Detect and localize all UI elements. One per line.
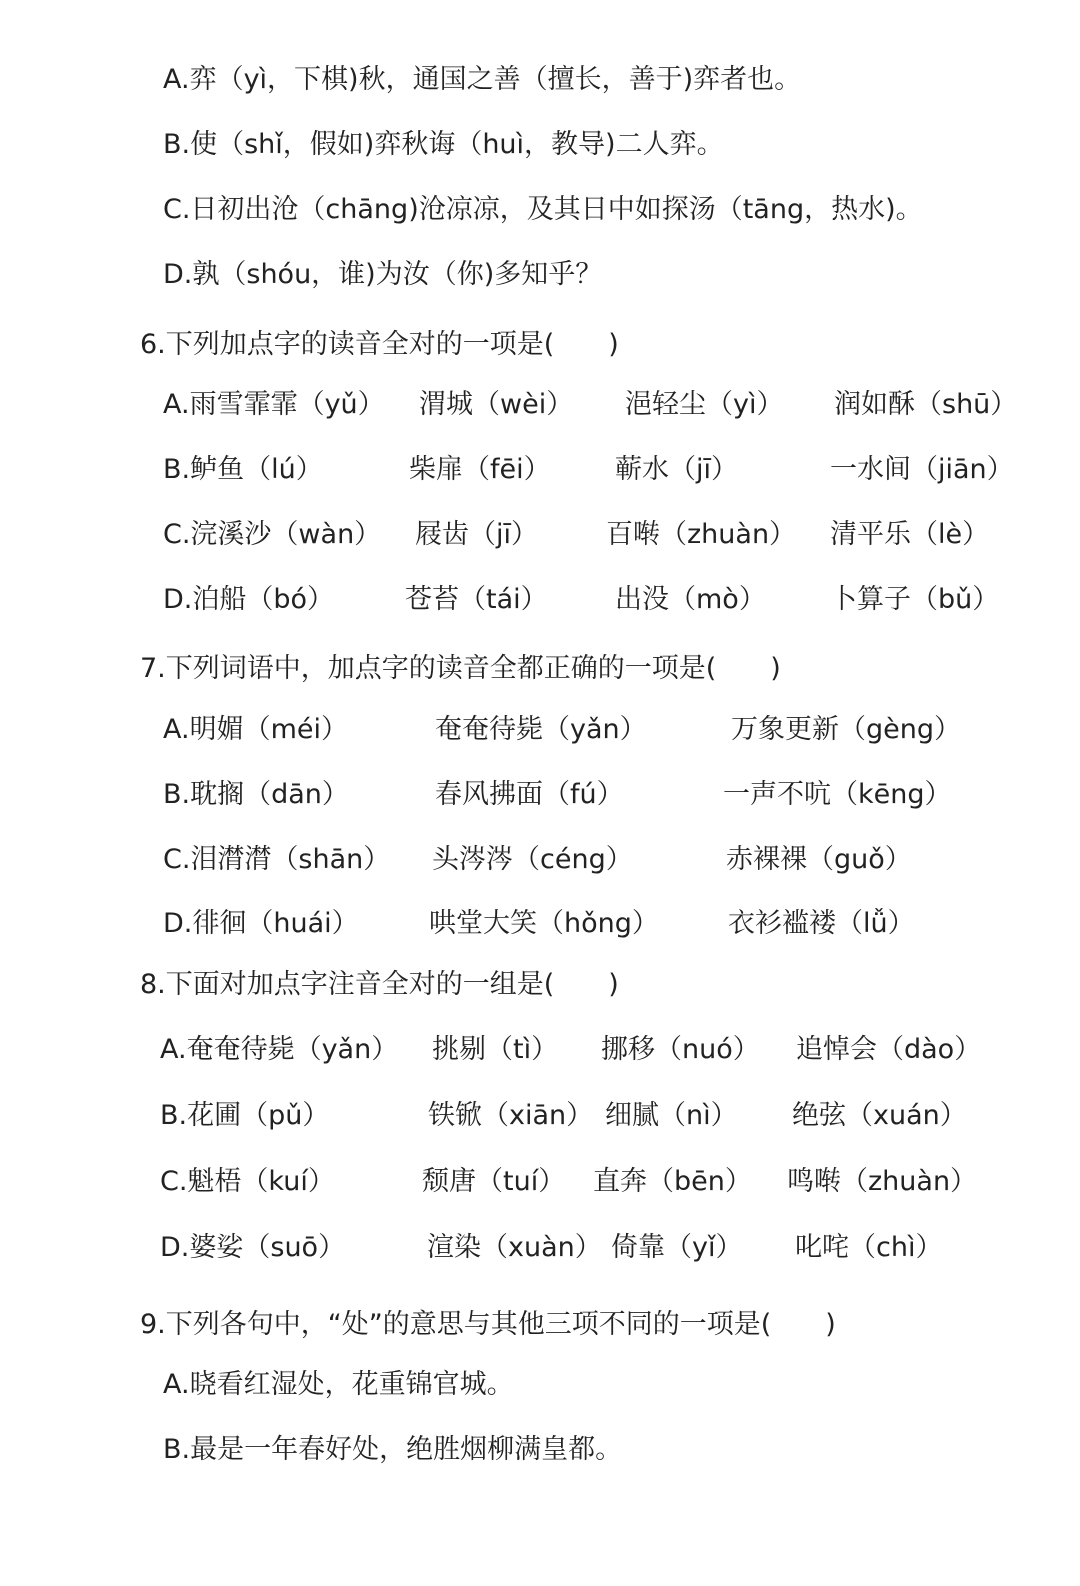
q7-a-1: A.明媚（méi） [163, 714, 348, 745]
q5-option-d: D.孰（shóu，谁)为汝（你)多知乎？ [163, 259, 603, 290]
q6-c-4: 清平乐（lè） [830, 519, 990, 550]
q8-d-2: 渲染（xuàn） [427, 1232, 602, 1263]
q6-d-4: 卜算子（bǔ） [830, 584, 1000, 615]
q7-d-2: 哄堂大笑（hǒng） [429, 908, 659, 939]
q7-d-3: 衣衫褴褛（lǚ） [728, 908, 915, 939]
q6-stem: 6.下列加点字的读音全对的一项是( ) [140, 329, 619, 360]
q6-a-4: 润如酥（shū） [834, 389, 1018, 420]
q7-d-1: D.徘徊（huái） [163, 908, 359, 939]
q6-b-2: 柴扉（fēi） [409, 454, 551, 485]
q8-c-3: 直奔（bēn） [593, 1166, 752, 1197]
q8-c-2: 颓唐（tuí） [422, 1166, 566, 1197]
q7-stem: 7.下列词语中，加点字的读音全都正确的一项是( ) [140, 653, 781, 684]
q8-b-4: 绝弦（xuán） [792, 1100, 967, 1131]
q6-c-1: C.浣溪沙（wàn） [163, 519, 382, 550]
q7-b-3: 一声不吭（kēng） [723, 779, 952, 810]
q7-c-2: 头涔涔（céng） [432, 844, 633, 875]
q6-a-1: A.雨雪霏霏（yǔ） [163, 389, 385, 420]
q8-b-2: 铁锨（xiān） [428, 1100, 594, 1131]
q7-c-3: 赤裸裸（guǒ） [726, 844, 912, 875]
q7-b-2: 春风拂面（fú） [435, 779, 624, 810]
q6-d-1: D.泊船（bó） [163, 584, 335, 615]
q8-c-1: C.魁梧（kuí） [160, 1166, 335, 1197]
q7-b-1: B.耽搁（dān） [163, 779, 349, 810]
q8-c-4: 鸣啭（zhuàn） [787, 1166, 978, 1197]
q6-d-3: 出没（mò） [615, 584, 766, 615]
q7-a-2: 奄奄待毙（yǎn） [435, 714, 647, 745]
q8-a-4: 追悼会（dào） [796, 1034, 982, 1065]
q8-a-1: A.奄奄待毙（yǎn） [160, 1034, 399, 1065]
q6-c-2: 屐齿（jī） [415, 519, 539, 550]
q7-a-3: 万象更新（gèng） [731, 714, 962, 745]
q9-option-b: B.最是一年春好处，绝胜烟柳满皇都。 [163, 1434, 623, 1465]
q8-a-2: 挑剔（tì） [432, 1034, 559, 1065]
q8-b-3: 细腻（nì） [605, 1100, 738, 1131]
q8-d-4: 叱咤（chì） [795, 1232, 943, 1263]
q8-d-3: 倚靠（yǐ） [611, 1232, 743, 1263]
q6-a-2: 渭城（wèi） [419, 389, 574, 420]
q8-d-1: D.婆娑（suō） [160, 1232, 346, 1263]
q7-c-1: C.泪潸潸（shān） [163, 844, 391, 875]
q6-d-2: 苍苔（tái） [405, 584, 548, 615]
q5-option-b: B.使（shǐ，假如)弈秋诲（huì，教导)二人弈。 [163, 129, 724, 160]
q8-stem: 8.下面对加点字注音全对的一组是( ) [140, 969, 619, 1000]
q8-b-1: B.花圃（pǔ） [160, 1100, 330, 1131]
q5-option-c: C.日初出沧（chāng)沧凉凉，及其日中如探汤（tāng，热水)。 [163, 194, 923, 225]
q9-option-a: A.晓看红湿处，花重锦官城。 [163, 1369, 514, 1400]
q6-c-3: 百啭（zhuàn） [606, 519, 797, 550]
q8-a-3: 挪移（nuó） [601, 1034, 760, 1065]
q6-b-1: B.鲈鱼（lú） [163, 454, 323, 485]
q9-stem: 9.下列各句中，“处”的意思与其他三项不同的一项是( ) [140, 1309, 836, 1340]
q5-option-a: A.弈（yì，下棋)秋，通国之善（擅长，善于)弈者也。 [163, 64, 802, 95]
q6-a-3: 浥轻尘（yì） [625, 389, 784, 420]
q6-b-4: 一水间（jiān） [830, 454, 1014, 485]
q6-b-3: 蕲水（jī） [615, 454, 739, 485]
